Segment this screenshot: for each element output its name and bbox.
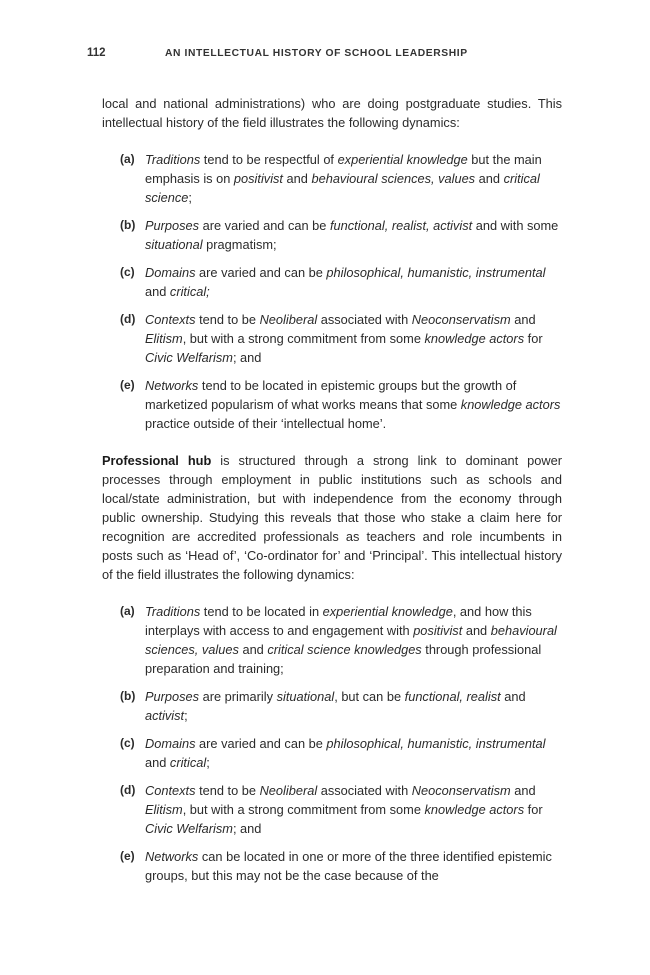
list-item-emphasis: experiential knowledge xyxy=(322,604,453,619)
list-item-emphasis: Contexts xyxy=(145,783,196,798)
page-number: 112 xyxy=(87,47,106,59)
list-item-text: tend to be respectful of xyxy=(200,152,338,167)
list-item xyxy=(102,376,562,433)
list-item-text: , and how this interplays with access to and engagement with xyxy=(145,604,532,638)
list-item-text: and xyxy=(462,623,491,638)
list-item-emphasis: Traditions xyxy=(145,604,201,619)
paragraph-intro: local and national administrations) who are doing postgraduate studies. This intellectual history of the field illustrates the following dynamics: xyxy=(102,96,562,130)
list-item-text: practice outside of their ‘intellectual home’. xyxy=(145,416,387,431)
list-item xyxy=(102,310,562,367)
list-item-emphasis: situational xyxy=(145,237,203,252)
list-item xyxy=(102,602,562,678)
list-item-emphasis: Traditions xyxy=(145,152,201,167)
list-item-text: are varied and can be xyxy=(195,736,327,751)
dynamics-list-1 xyxy=(102,150,562,442)
list-item-text: but the main emphasis is on xyxy=(145,152,542,186)
list-item-text: and xyxy=(145,284,170,299)
list-item xyxy=(102,150,562,207)
list-item-text: tend to be located in epistemic groups but the growth of marketized popularism of what works means that some xyxy=(145,378,517,412)
list-item-text: for xyxy=(524,331,543,346)
list-item-text: are varied and can be xyxy=(199,218,330,233)
paragraph-professional-hub-text: is structured through a strong link to dominant power processes through employment in public institutions such as schools and local/state administration, but with independence from the economy through public ownership. Studying this reveals that those who stake a claim here for recognition are accredited professionals as teachers and role incumbents in posts such as ‘Head of’, ‘Co-ordinator for’ and ‘Principal’. This intellectual history of the field illustrates the following dynamics: xyxy=(102,453,562,582)
list-item-emphasis: knowledge actors xyxy=(424,331,525,346)
list-item xyxy=(102,263,562,301)
list-item-marker: (a) xyxy=(120,604,135,618)
list-item-text: , but with a strong commitment from some xyxy=(182,802,425,817)
list-item-emphasis: philosophical, humanistic, instrumental xyxy=(326,265,546,280)
running-head: AN INTELLECTUAL HISTORY OF SCHOOL LEADERSHIP xyxy=(165,48,468,59)
list-item-text: pragmatism; xyxy=(202,237,277,252)
list-item-text: ; and xyxy=(232,350,262,365)
list-item-marker: (c) xyxy=(120,736,135,750)
list-item-emphasis: positivist xyxy=(233,171,283,186)
list-item-text: ; xyxy=(206,755,210,770)
list-item-marker: (b) xyxy=(120,689,136,703)
list-item-marker: (c) xyxy=(120,265,135,279)
list-item-emphasis: positivist xyxy=(413,623,463,638)
list-item-marker: (e) xyxy=(120,849,135,863)
list-item-text: ; and xyxy=(232,821,262,836)
list-item-emphasis: Elitism xyxy=(145,331,183,346)
list-item-emphasis: Neoconservatism xyxy=(411,312,511,327)
list-item-emphasis: knowledge actors xyxy=(424,802,525,817)
list-item-emphasis: Domains xyxy=(145,736,196,751)
list-item-text: tend to be xyxy=(195,783,260,798)
term-professional-hub: Professional hub xyxy=(102,453,212,468)
list-item-emphasis: experiential knowledge xyxy=(337,152,468,167)
list-item-emphasis: behavioural sciences, values xyxy=(145,623,557,657)
list-item-text: tend to be located in xyxy=(200,604,323,619)
list-item-marker: (d) xyxy=(120,783,136,797)
list-item-text: , but can be xyxy=(334,689,405,704)
list-item-text: and xyxy=(283,171,312,186)
dynamics-list-2 xyxy=(102,602,562,894)
list-item-text: associated with xyxy=(317,783,412,798)
list-item-text: and xyxy=(145,755,170,770)
list-item-text: and xyxy=(500,689,526,704)
list-item xyxy=(102,847,562,885)
list-item-text: for xyxy=(524,802,543,817)
list-item-emphasis: situational xyxy=(276,689,335,704)
list-item xyxy=(102,687,562,725)
list-item-text: , but with a strong commitment from some xyxy=(182,331,425,346)
list-item-emphasis: Neoconservatism xyxy=(411,783,511,798)
list-item-emphasis: philosophical, humanistic, instrumental xyxy=(326,736,546,751)
list-item-emphasis: functional, realist xyxy=(404,689,501,704)
list-item-emphasis: Neoliberal xyxy=(259,783,318,798)
list-item xyxy=(102,781,562,838)
list-item-text: tend to be xyxy=(195,312,260,327)
list-item-emphasis: Civic Welfarism xyxy=(145,821,233,836)
list-item-emphasis: knowledge actors xyxy=(460,397,561,412)
list-item-text: ; xyxy=(188,190,192,205)
list-item-text: and xyxy=(238,642,268,657)
list-item-marker: (e) xyxy=(120,378,135,392)
list-item-emphasis: Contexts xyxy=(145,312,196,327)
list-item xyxy=(102,734,562,772)
list-item-text: ; xyxy=(184,708,188,723)
list-item-text: and xyxy=(510,312,536,327)
list-item-emphasis: critical science knowledges xyxy=(267,642,422,657)
list-item-emphasis: Elitism xyxy=(145,802,183,817)
list-item-marker: (a) xyxy=(120,152,135,166)
list-item xyxy=(102,216,562,254)
list-item-text: are varied and can be xyxy=(195,265,327,280)
list-item-emphasis: critical; xyxy=(169,284,210,299)
page-header xyxy=(0,47,650,63)
list-item-text: through professional preparation and training; xyxy=(145,642,542,676)
list-item-emphasis: behavioural sciences, values xyxy=(311,171,476,186)
list-item-marker: (d) xyxy=(120,312,136,326)
paragraph-professional-hub xyxy=(102,451,562,584)
list-item-text: can be located in one or more of the three identified epistemic groups, but this may not be the case because of the xyxy=(145,849,552,883)
list-item-marker: (b) xyxy=(120,218,136,232)
list-item-text: and with some xyxy=(472,218,559,233)
list-item-emphasis: Purposes xyxy=(145,689,200,704)
list-item-emphasis: Neoliberal xyxy=(259,312,318,327)
list-item-emphasis: functional, realist, activist xyxy=(329,218,473,233)
list-item-emphasis: Networks xyxy=(145,378,199,393)
list-item-emphasis: Networks xyxy=(145,849,199,864)
list-item-emphasis: Civic Welfarism xyxy=(145,350,233,365)
list-item-text: and xyxy=(475,171,504,186)
list-item-text: and xyxy=(510,783,536,798)
list-item-emphasis: Purposes xyxy=(145,218,200,233)
list-item-text: are primarily xyxy=(199,689,277,704)
list-item-text: associated with xyxy=(317,312,412,327)
list-item-emphasis: Domains xyxy=(145,265,196,280)
list-item-emphasis: activist xyxy=(145,708,185,723)
list-item-emphasis: critical science xyxy=(145,171,540,205)
list-item-emphasis: critical xyxy=(169,755,207,770)
